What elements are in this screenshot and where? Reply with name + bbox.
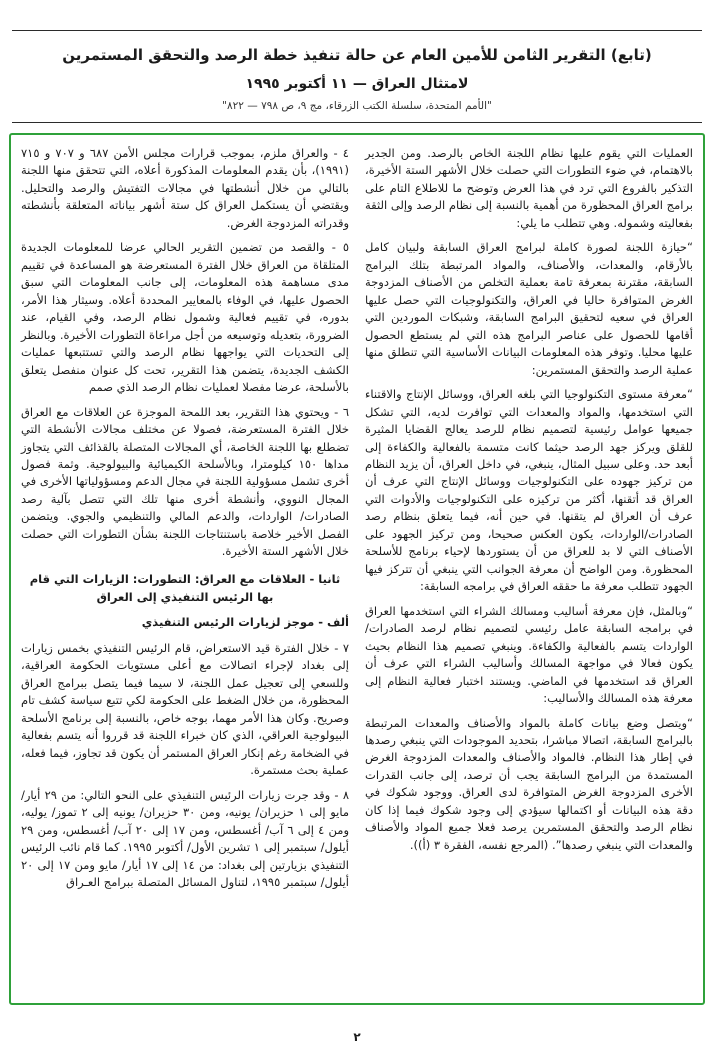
page-footer bbox=[0, 1030, 714, 1044]
section-heading-second: ثانيا - العلاقات مع العراق: التطورات: الزيارات التي قام بها الرئيس التنفيذي إلى العراق bbox=[29, 571, 341, 604]
document-title: (تابع) التقرير الثامن للأمين العام عن حالة تنفيذ خطة الرصد والتحقق المستمرين bbox=[62, 46, 652, 64]
paragraph-continuation: العمليات التي يقوم عليها نظام اللجنة الخاص بالرصد. ومن الجدير بالاهتمام، في ضوء التطورات التي حصلت خلال الأشهر الستة الأخيرة، التذكير بالفروع التي ترد في هذا العرض وتوضح ما للاطلاع التام على برامج العراق المحظورة من أهمية بالنسبة إلى نظام الرصد وإلى الثقة بفعاليته وشموله. وهي تتطلب ما يلي: bbox=[365, 146, 693, 230]
paragraph-8: ٨ - وقد جرت زيارات الرئيس التنفيذي على النحو التالي: من ٢٩ أيار/ مايو إلى ١ حزيران/ يونيه، ومن ٣٠ حزيران/ يونيه إلى ٢ تموز/ يوليه، ومن ٤ إلى ٦ آب/ أغسطس، ومن ١٧ إلى ٢٠ آب/ أغسطس، ومن ٢٩ أيلول/ سبتمبر إلى ١ تشرين الأول/ أكتوبر ١٩٩٥. كما قام نائب الرئيس التنفيذي بزيارتين إلى بغداد: من ١٤ إلى ١٧ أيار/ مايو ومن ١٧ إلى ٢٠ أيلول/ سبتمبر ١٩٩٥، لتناول المسائل المتصلة ببرامج العـراق bbox=[21, 787, 349, 889]
quote-paragraph-b: “معرفة مستوى التكنولوجيا التي بلغه العراق، ووسائل الإنتاج والاقتناء التي استخدمها، والمواد والمعدات التي توافرت لديه، التي تشكل جميعها عوامل رئيسية لتصميم نظام للرصد يعالج القضايا المثيرة للقلق ويركز جهد الرصد حيثما كانت متسمة بالفعالية والكفاءة إلى أبعد حد. وعلى سبيل المثال، ينبغي، في داخل العراق، أن يزيد النظام من تركيز جهوده على التكنولوجيات ووسائل الإنتاج التي عرف أن العراق قد أتقنها، أكثر من تركيزه على التكنولوجيات والأدوات التي عرف أن العراق لم يتقنها. في حين أنه، فيما يتعلق بنظام رصد الصادرات/الواردات، يكون العكس صحيحا، ومن تركيز الجهود على الأصناف التي لا بد للعراق من أن يستوردها لإحياء برنامج للأسلحة المحظورة. ومن الواضح أن معرفة الجوانب التي ينبغي أن تتركز فيها الجهود تتطلب معرفة ما حققه العراق في برامجه السابقة: bbox=[365, 387, 693, 594]
subsection-heading-alif: ألف - موجز لزيارات الرئيس التنفيذي bbox=[141, 615, 349, 630]
paragraph-6: ٦ - ويحتوي هذا التقرير، بعد اللمحة الموجزة عن العلاقات مع العراق خلال الفترة المستعرضة، فصولا عن مختلف مجالات الأنشطة التي تضطلع بها اللجنة الخاصة، أي المجالات المتصلة بالقذائف التي يتجاوز مداها ١٥٠ كيلومترا، وبالأسلحة الكيميائية والبيولوجية. وثمة فصول أخرى تشمل مسؤولية اللجنة في مجال الدعم ومسؤولياتها الأخرى في المجال النووي، وأنشطة أخرى منها تلك التي تتصل بآلية رصد الصادرات/ الواردات، والدعم المالي والتنظيمي والجوي. ويتضمن الفصل الأخير خلاصة باستنتاجات اللجنة بشأن التطورات التي حصلت خلال الأشهر الستة الأخيرة. bbox=[21, 404, 349, 559]
source-note: "الأمم المتحدة، سلسلة الكتب الزرقاء، مج ٩، ص ٧٩٨ — ٨٢٢" bbox=[222, 100, 492, 112]
page-number: ٢ bbox=[353, 1030, 361, 1044]
quote-paragraph-c: “وبالمثل، فإن معرفة أساليب ومسالك الشراء التي استخدمها العراق في برامجه السابقة عامل رئيسي لتصميم نظام لرصد الصادرات/ الواردات يتسم بالفعالية والكفاءة. وينبغي تصميم هذا النظام بحيث يكون فعالا في مواجهة المسالك وأساليب الشراء التي عرف أن العراق قد استخدمها في الماضي. ويستند اختبار فعالية النظام إلى معرفة هذه المسالك والأساليب: bbox=[365, 603, 693, 706]
paragraph-4: ٤ - والعراق ملزم، بموجب قرارات مجلس الأمن ٦٨٧ و ٧٠٧ و ٧١٥ (١٩٩١)، بأن يقدم المعلومات المذكورة أعلاه، التي تتحقق منها اللجنة بالتالي من خلال أنشطتها في مجالات التفتيش والرصد والتحليل. ويقتضي أن يستكمل العراق كل ستة أشهر بياناته المتعلقة بأنشطته وقدراته المزدوجة الغرض. bbox=[21, 146, 349, 230]
quote-paragraph-a: “حيازة اللجنة لصورة كاملة لبرامج العراق السابقة ولبيان كامل بالأرقام، والمعدات، والأصناف، والمواد المرتبطة بتلك البرامج السابقة، مقترنة بمعرفة تامة بعملية التخلص من الأصناف المزدوجة الغرض المتوافرة حاليا في العراق، والتكنولوجيات التي حصل عليها العراق في سعيه لتحقيق البرامج السابقة، وشبكات الموردين التي أقامها للحصول على عناصر البرامج هذه التي لم يستطع الحصول عليها محليا. وتوفر هذه المعلومات البيانات الأساسية التي تنطلق منها عملية الرصد والتحقق المستمرين: bbox=[365, 240, 693, 377]
header-bottom-rule bbox=[12, 122, 702, 123]
quote-paragraph-d: “ويتصل وضع بيانات كاملة بالمواد والأصناف والمعدات المرتبطة بالبرامج السابقة، اتصالا مباشرا، بتحديد الموجودات التي ينبغي رصدها في إطار هذا النظام. فالمواد والأصناف والمعدات المزدوجة الغرض المستمدة من البرامج السابقة يجب أن ترصد، إلى جانب القدرات الأخرى المزدوجة الغرض المتوافرة لدى العراق. ووجود شكوك في دقة هذه البيانات أو اكتمالها سيؤدي إلى وجود شكوك فيما إذا كان نظام الرصد والتحقق المستمرين يرصد فعلا جميع المواد والأصناف والمعدات التي ينبغي رصدها”. (المرجع نفسه، الفقرة ٣ (أ)). bbox=[365, 715, 693, 852]
paragraph-5: ٥ - والقصد من تضمين التقرير الحالي عرضا للمعلومات الجديدة المتلقاة من العراق خلال الفترة المستعرضة هو المساعدة في تقييم مدى مساهمة هذه المعلومات، إلى جانب المعلومات التي سبق الحصول عليها، في الوفاء بالمعايير المحددة أعلاه. وسيثار هذا الأمر، بدوره، في تقييم فعالية وشمول نظام الرصد، وفي القيام، عند الضرورة، بتعديله وتوسيعه من أجل مراعاة التطورات الأخيرة. وبالنظر إلى التحديات التي يواجهها نظام الرصد والتي تستتبعها عمليات الكشف الجديدة، يتضمن هذا التقرير، تحت كل عنوان منفصل يتعلق بالأسلحة، عرضا مفصلا لعمليات نظام الرصد الذي صمم bbox=[21, 240, 349, 395]
right-column bbox=[365, 145, 693, 995]
document-header bbox=[12, 30, 702, 123]
paragraph-7: ٧ - خلال الفترة قيد الاستعراض، قام الرئيس التنفيذي بخمس زيارات إلى بغداد لإجراء اتصالات مع أعلى مستويات الحكومة العراقية، وللسعي إلى تعجيل عمل اللجنة، لا سيما فيما يتصل ببرامج العراق المحظورة، من خلال الضغط على الحكومة لكي تتبع سياسة كشف تام وصريح. وكان هذا الأمر مهما، بوجه خاص، بالنسبة إلى برنامج الأسلحة البيولوجية العراقي، الذي كان خبراء اللجنة قد قرروا أنه يتسم بفعالية في الضخامة رغم إنكار العراق المستمر أن يكون قد تجاوز، فيما فعله، عملية بحث مستمرة. bbox=[21, 640, 349, 778]
content-box bbox=[9, 133, 705, 1005]
left-column bbox=[21, 145, 349, 995]
document-subtitle: لامتثال العراق — ١١ أكتوبر ١٩٩٥ bbox=[245, 76, 469, 92]
